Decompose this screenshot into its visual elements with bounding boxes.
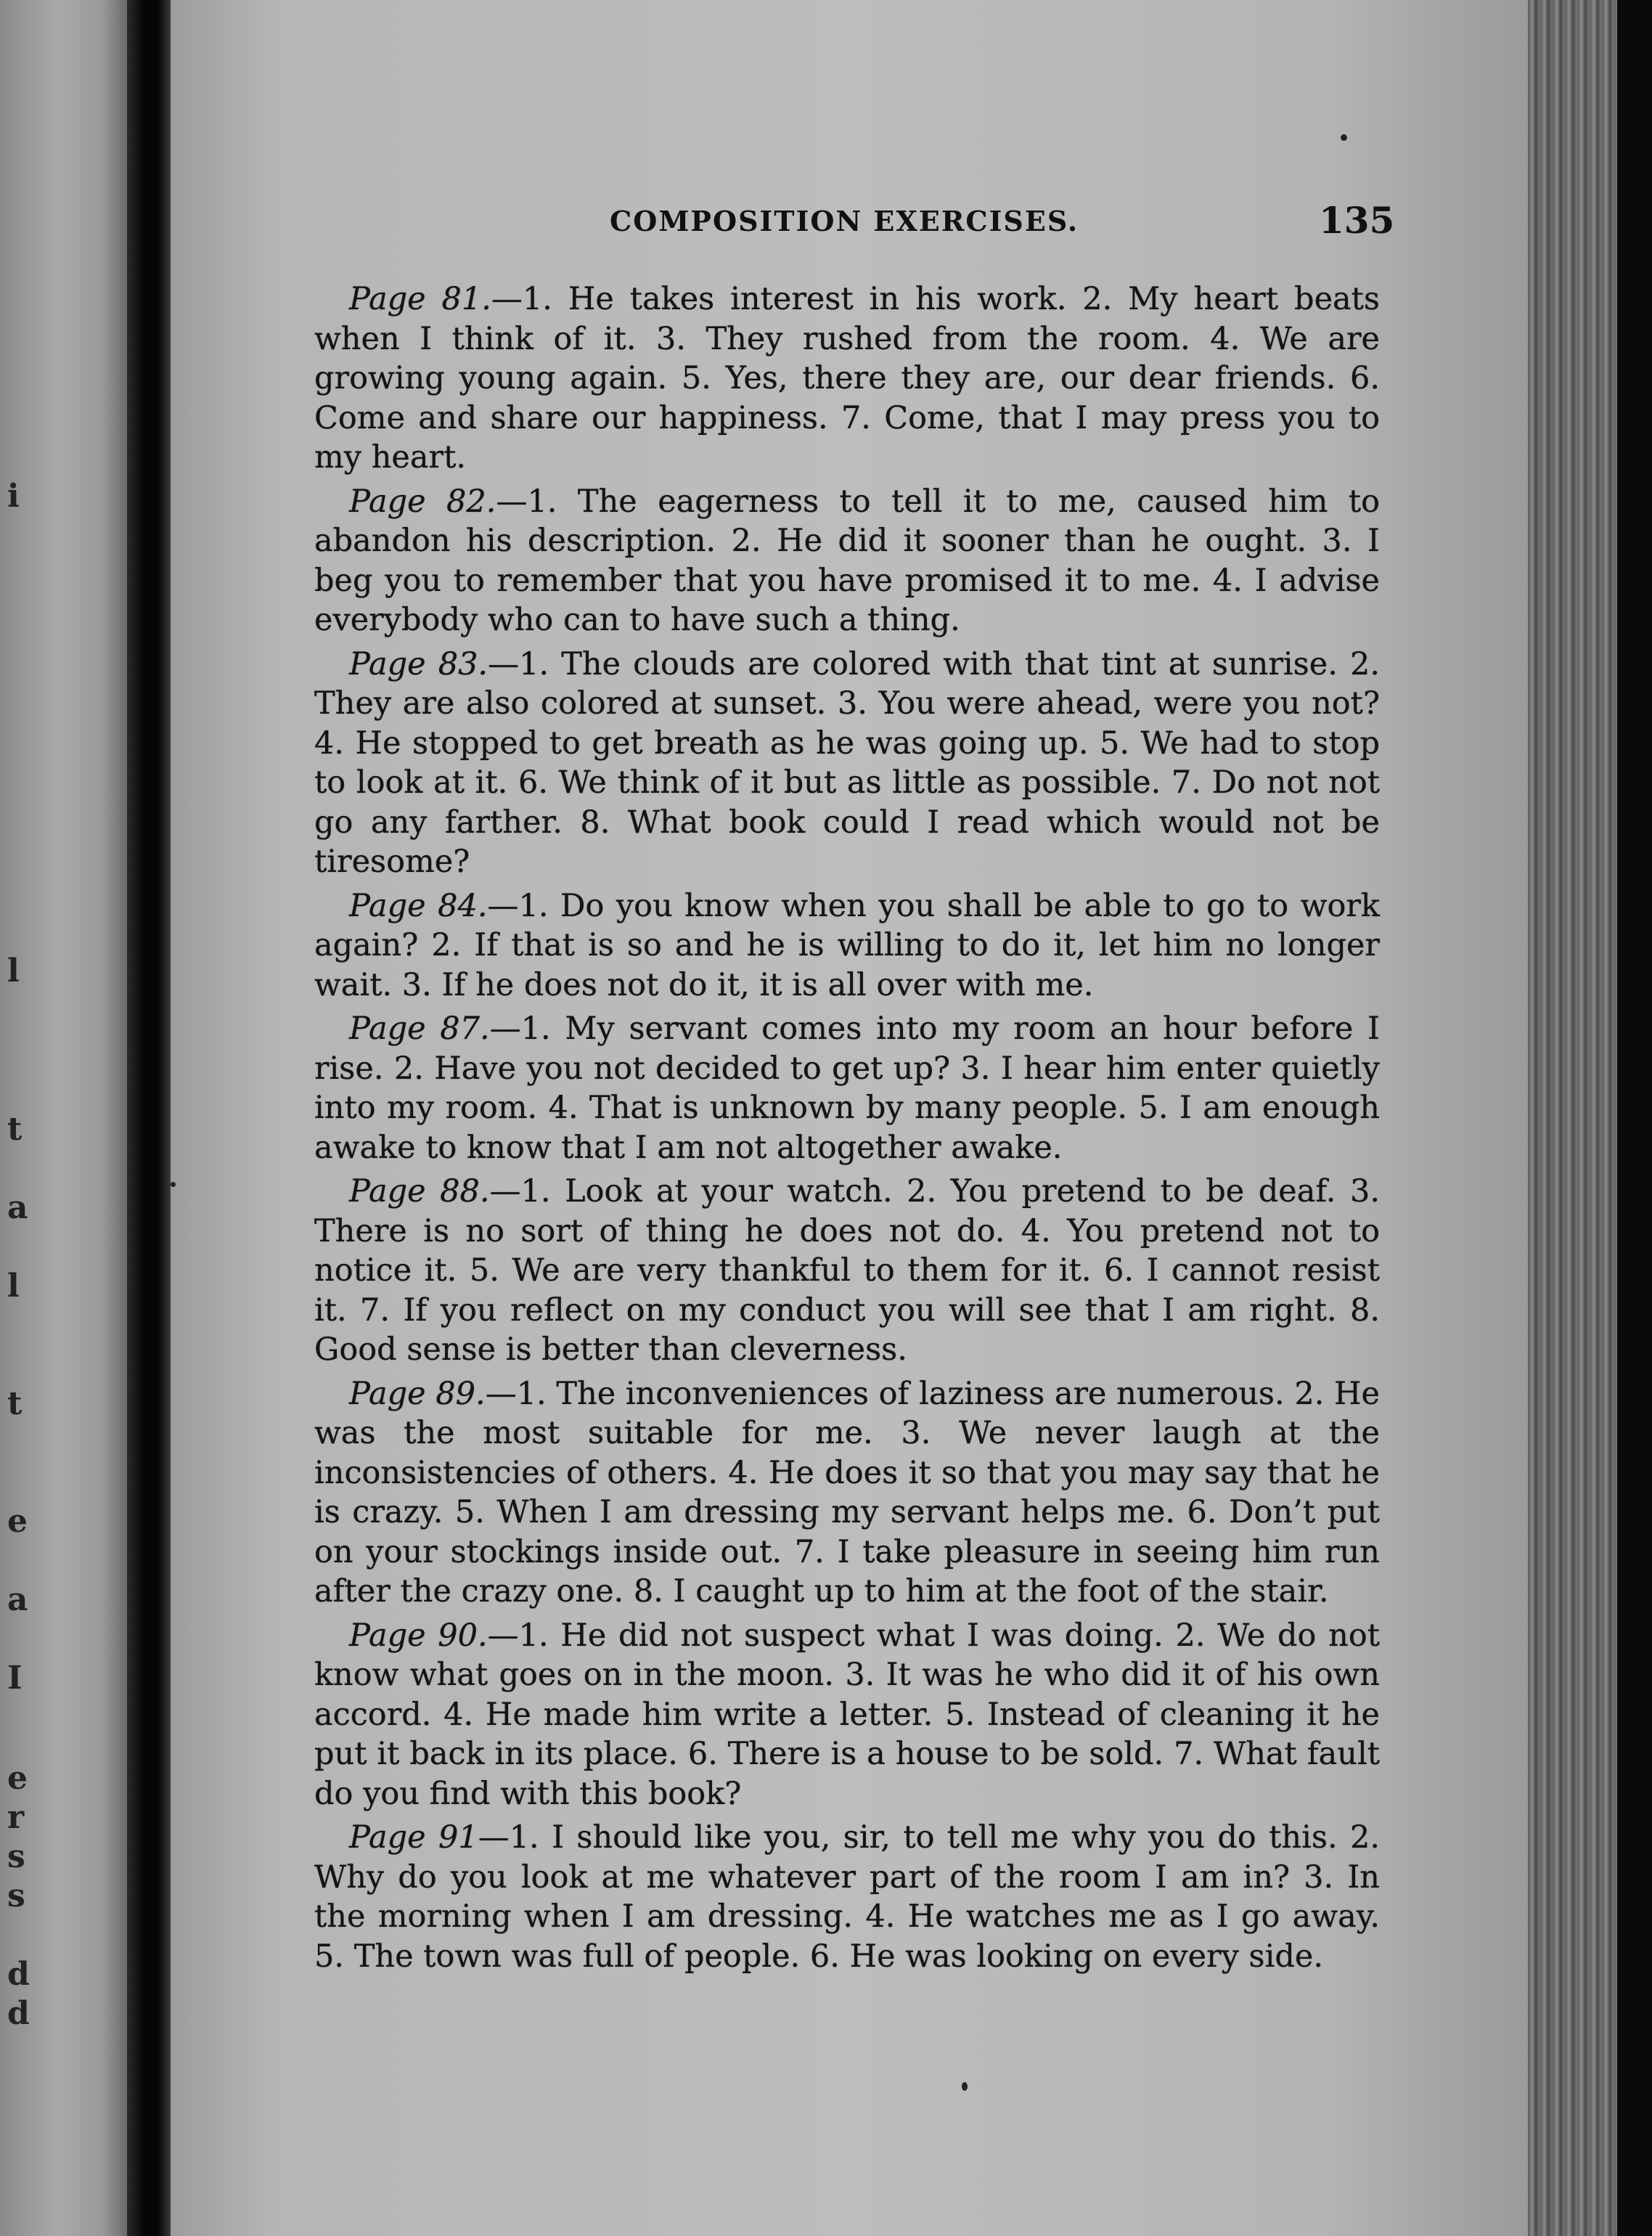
left-page-fragment-char: d (7, 1995, 30, 2032)
page-reference: Page 91 (349, 1819, 478, 1856)
exercise-text: —1. Look at your watch. 2. You pretend to be deaf. 3. There is no sort of thing he does not do. 4. You pretend not to notice it. 5. We are very thankful to them for it. 6. I cannot resist it. 7. If you reflect on my conduct you will see that I am right. 8. Good sense is better than cleverness. (314, 1173, 1380, 1368)
exercise-text: —1. My servant comes into my room an hour before I rise. 2. Have you not decided to get up? 3. I hear him enter quietly into my room. 4. That is unknown by many people. 5. I am enough awake to know that I am not altogether awake. (314, 1011, 1380, 1166)
left-page-fragment-char: r (7, 1799, 25, 1836)
print-speck (962, 2082, 968, 2091)
page-number: 135 (1319, 199, 1395, 242)
page-reference: Page 83. (349, 645, 488, 682)
page-stack-edge (1528, 0, 1652, 2236)
book-page (171, 0, 1528, 2236)
left-page-fragment-char: s (7, 1838, 25, 1875)
left-page-fragment-char: a (7, 1581, 28, 1618)
left-page-fragment-char: t (7, 1385, 23, 1422)
exercise-paragraph (314, 1172, 1380, 1370)
page-reference: Page 90. (349, 1617, 488, 1654)
exercise-paragraph (314, 1616, 1380, 1814)
exercise-text: —1. The clouds are colored with that tint at sunrise. 2. They are also colored at sunset. 3. You were ahead, were you not? 4. He stopped to get breath as he was going up. 5. We had to stop to look at it. 6. We think of it but as little as possible. 7. Do not not go any farther. 8. What book could I read which would not be tiresome? (314, 645, 1380, 880)
page-reference: Page 82. (349, 483, 496, 520)
left-page-fragment-char: s (7, 1877, 25, 1914)
exercise-paragraph (314, 482, 1380, 640)
page-reference: Page 89. (349, 1375, 486, 1412)
exercise-paragraph (314, 1818, 1380, 1976)
exercise-text: —1. The eagerness to tell it to me, caused him to abandon his description. 2. He did it sooner than he ought. 3. I beg you to remember that you have promised it to me. 4. I advise everybody who can to have such a thing. (314, 483, 1380, 638)
page-reference: Page 84. (349, 887, 488, 924)
left-page-fragment-char: a (7, 1189, 28, 1226)
page-reference: Page 88. (349, 1173, 490, 1209)
left-page-fragment-char: e (7, 1760, 28, 1797)
left-page-fragment-char: l (7, 1268, 20, 1305)
exercise-text: —1. He did not suspect what I was doing. 2. We do not know what goes on in the moon. 3. It was he who did it of his own accord. 4. He made him write a letter. 5. Instead of cleaning it he put it back in its place. 6. There is a house to be sold. 7. What fault do you find with this book? (314, 1617, 1380, 1812)
left-page-fragment-char: l (7, 952, 20, 990)
exercise-paragraph (314, 1009, 1380, 1167)
left-page-fragment-char: I (7, 1660, 23, 1697)
print-speck (1341, 134, 1347, 141)
book-gutter (127, 0, 171, 2236)
left-facing-page-fragment (0, 0, 127, 2236)
exercise-paragraph (314, 886, 1380, 1005)
exercise-paragraph (314, 1374, 1380, 1612)
exercise-paragraph (314, 280, 1380, 478)
print-speck (171, 1182, 176, 1187)
exercise-text: —1. Do you know when you shall be able to go to work again? 2. If that is so and he is willing to do it, let him no longer wait. 3. If he does not do it, it is all over with me. (314, 887, 1380, 1003)
page-reference: Page 87. (349, 1011, 490, 1047)
exercise-paragraph (314, 645, 1380, 882)
left-page-fragment-char: i (7, 478, 20, 515)
left-page-fragment-char: t (7, 1111, 23, 1148)
page-header (171, 199, 1528, 256)
exercise-text: —1. I should like you, sir, to tell me why you do this. 2. Why do you look at me whatever part of the room I am in? 3. In the morning when I am dressing. 4. He watches me as I go away. 5. The town was full of people. 6. He was looking on every side. (314, 1819, 1380, 1975)
exercise-text: —1. He takes interest in his work. 2. My heart beats when I think of it. 3. They rushed from the room. 4. We are growing young again. 5. Yes, there they are, our dear friends. 6. Come and share our happiness. 7. Come, that I may press you to my heart. (314, 281, 1380, 476)
running-head: COMPOSITION EXERCISES. (610, 205, 1079, 237)
left-page-fragment-char: d (7, 1956, 30, 1993)
left-page-fragment-char: e (7, 1503, 28, 1540)
page-reference: Page 81. (349, 281, 491, 317)
exercise-text: —1. The inconveniences of laziness are numerous. 2. He was the most suitable for me. 3. We never laugh at the inconsistencies of others. 4. He does it so that you may say that he is crazy. 5. When I am dressing my servant helps me. 6. Don’t put on your stockings inside out. 7. I take pleasure in seeing him run after the crazy one. 8. I caught up to him at the foot of the stair. (314, 1375, 1380, 1609)
page-body (314, 280, 1380, 1980)
